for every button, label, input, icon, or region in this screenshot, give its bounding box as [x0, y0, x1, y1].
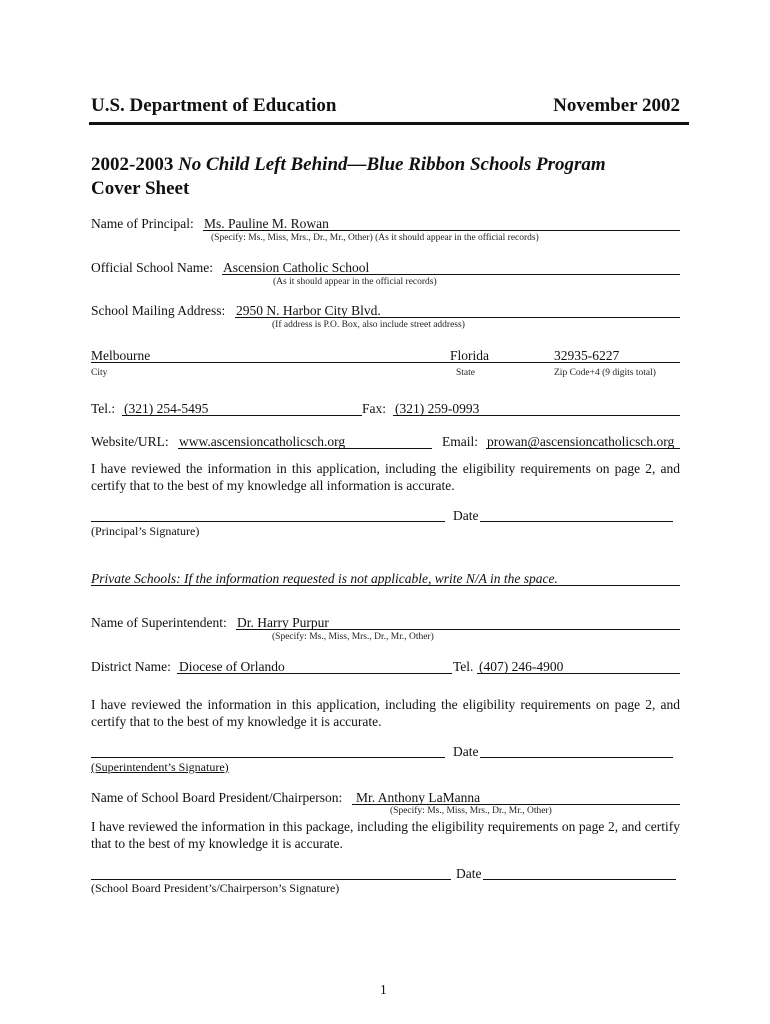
page-title: 2002-2003 No Child Left Behind—Blue Ribbon Schools Program — [91, 154, 606, 175]
principal-date-label: Date — [453, 508, 479, 523]
board-president-label: Name of School Board President/Chairperson: — [91, 790, 343, 805]
principal-field[interactable]: Ms. Pauline M. Rowan — [204, 216, 329, 231]
board-date-line[interactable] — [483, 879, 676, 880]
email-field[interactable]: prowan@ascensioncatholicsch.org — [487, 434, 675, 449]
state-field[interactable]: Florida — [450, 348, 489, 363]
mailing-note: (If address is P.O. Box, also include street address) — [272, 320, 465, 330]
mailing-label: School Mailing Address: — [91, 303, 226, 318]
superintendent-date-label: Date — [453, 744, 479, 759]
principal-note: (Specify: Ms., Miss, Mrs., Dr., Mr., Other) (As it should appear in the official records) — [211, 233, 539, 243]
district-tel-label: Tel. — [453, 659, 474, 674]
superintendent-field[interactable]: Dr. Harry Purpur — [237, 615, 329, 630]
school-name-note: (As it should appear in the official records) — [273, 277, 437, 287]
principal-signature-caption: (Principal’s Signature) — [91, 524, 200, 538]
superintendent-signature-caption: (Superintendent’s Signature) — [91, 760, 229, 774]
certify-paragraph-superintendent: I have reviewed the information in this application, including the eligibility requirements on page 2, and certify that to the best of my knowledge it is accurate. — [91, 697, 680, 729]
certify-paragraph-principal: I have reviewed the information in this application, including the eligibility requirements on page 2, and certify that to the best of my knowledge all information is accurate. — [91, 461, 680, 493]
header-org: U.S. Department of Education — [91, 95, 337, 116]
board-president-note: (Specify: Ms., Miss, Mrs., Dr., Mr., Other) — [390, 806, 552, 816]
private-schools-note: Private Schools: If the information requested is not applicable, write N/A in the space. — [91, 571, 558, 586]
state-label: State — [456, 368, 475, 378]
superintendent-date-line[interactable] — [480, 757, 673, 758]
city-field[interactable]: Melbourne — [91, 348, 151, 363]
board-signature-caption: (School Board President’s/Chairperson’s Signature) — [91, 881, 340, 895]
certify-paragraph-board: I have reviewed the information in this package, including the eligibility requirements on page 2, and certify that to the best of my knowledge it is accurate. — [91, 819, 680, 851]
board-president-field[interactable]: Mr. Anthony LaManna — [356, 790, 481, 805]
principal-label: Name of Principal: — [91, 216, 194, 231]
tel-label: Tel.: — [91, 401, 116, 416]
district-tel-field[interactable]: (407) 246-4900 — [479, 659, 564, 674]
page-number: 1 — [380, 982, 387, 997]
superintendent-label: Name of Superintendent: — [91, 615, 227, 630]
email-label: Email: — [442, 434, 478, 449]
zip-label: Zip Code+4 (9 digits total) — [554, 368, 656, 378]
zip-field[interactable]: 32935-6227 — [554, 348, 620, 363]
tel-field[interactable]: (321) 254-5495 — [124, 401, 209, 416]
principal-signature-line[interactable] — [91, 521, 445, 522]
school-name-label: Official School Name: — [91, 260, 213, 275]
private-note-line — [91, 585, 680, 586]
superintendent-signature-line[interactable] — [91, 757, 445, 758]
board-date-label: Date — [456, 866, 482, 881]
website-label: Website/URL: — [91, 434, 169, 449]
page-subtitle: Cover Sheet — [91, 178, 190, 199]
header-date: November 2002 — [553, 95, 680, 116]
school-name-field[interactable]: Ascension Catholic School — [223, 260, 370, 275]
fax-label: Fax: — [362, 401, 387, 416]
city-label: City — [91, 368, 108, 378]
mailing-field[interactable]: 2950 N. Harbor City Blvd. — [236, 303, 381, 318]
fax-field[interactable]: (321) 259-0993 — [395, 401, 480, 416]
board-signature-line[interactable] — [91, 879, 451, 880]
header-rule — [89, 122, 689, 125]
district-label: District Name: — [91, 659, 171, 674]
principal-date-line[interactable] — [480, 521, 673, 522]
district-field[interactable]: Diocese of Orlando — [179, 659, 285, 674]
superintendent-note: (Specify: Ms., Miss, Mrs., Dr., Mr., Other) — [272, 632, 434, 642]
website-field[interactable]: www.ascensioncatholicsch.org — [179, 434, 346, 449]
